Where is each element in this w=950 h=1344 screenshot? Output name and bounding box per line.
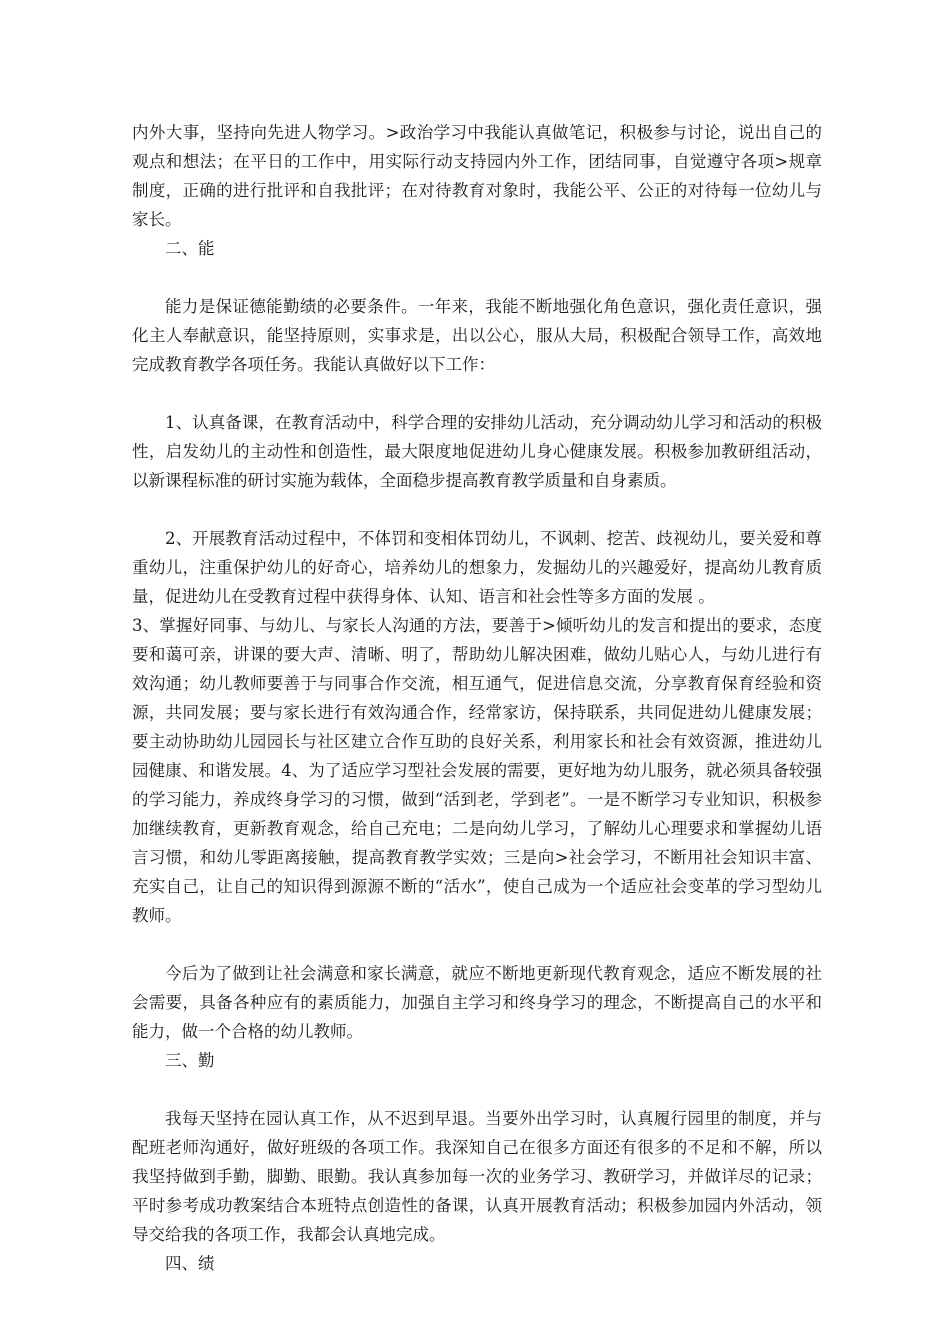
section-heading-diligence: 三、勤 <box>165 1051 215 1070</box>
intro-paragraph: 内外大事，坚持向先进人物学习。>政治学习中我能认真做笔记，积极参与讨论，说出自己的观点和想法；在平日的工作中，用实际行动支持园内外工作，团结同事，自觉遵守各项>规章制度，正确的进行批评和自我批评；在对待教育对象时，我能公平、公正的对待每一位幼儿与家长。 <box>132 123 822 229</box>
section-heading-ability: 二、能 <box>165 239 215 258</box>
diligence-paragraph: 我每天坚持在园认真工作，从不迟到早退。当要外出学习时，认真履行园里的制度，并与配班老师沟通好，做好班级的各项工作。我深知自己在很多方面还有很多的不足和不解，所以我坚持做到手勤，脚勤、眼勤。我认真参加每一次的业务学习、教研学习，并做详尽的记录；平时参考成功教案结合本班特点创造性的备课，认真开展教育活动；积极参加园内外活动，领导交给我的各项工作，我都会认真地完成。 <box>132 1109 822 1244</box>
item-3-paragraph: 3、掌握好同事、与幼儿、与家长人沟通的方法，要善于>倾听幼儿的发言和提出的要求，态度要和蔼可亲，讲课的要大声、清晰、明了，帮助幼儿解决困难，做幼儿贴心人，与幼儿进行有效沟通；幼儿教师要善于与同事合作交流，相互通气，促进信息交流，分享教育保育经验和资源，共同发展；要与家长进行有效沟通合作，经常家访，保持联系，共同促进幼儿健康发展；要主动协助幼儿园园长与社区建立合作互助的良好关系，利用家长和社会有效资源，推进幼儿园健康、和谐发展。4、为了适应学习型社会发展的需要，更好地为幼儿服务，就必须具备较强的学习能力，养成终身学习的习惯，做到“活到老，学到老”。一是不断学习专业知识，积极参加继续教育，更新教育观念，给自己充电；二是向幼儿学习，了解幼儿心理要求和掌握幼儿语言习惯，和幼儿零距离接触，提高教育教学实效；三是向>社会学习，不断用社会知识丰富、充实自己，让自己的知识得到源源不断的“活水”，使自己成为一个适应社会变革的学习型幼儿教师。 <box>132 616 822 925</box>
section-heading-achievement: 四、绩 <box>165 1254 215 1273</box>
document-body <box>132 118 822 1278</box>
item-1-paragraph: 1、认真备课，在教育活动中，科学合理的安排幼儿活动，充分调动幼儿学习和活动的积极性，启发幼儿的主动性和创造性，最大限度地促进幼儿身心健康发展。积极参加教研组活动，以新课程标准的研讨实施为载体，全面稳步提高教育教学质量和自身素质。 <box>132 413 822 490</box>
future-paragraph: 今后为了做到让社会满意和家长满意，就应不断地更新现代教育观念，适应不断发展的社会需要，具备各种应有的素质能力，加强自主学习和终身学习的理念，不断提高自己的水平和能力，做一个合格的幼儿教师。 <box>132 964 822 1041</box>
item-2-paragraph: 2、开展教育活动过程中，不体罚和变相体罚幼儿，不讽刺、挖苦、歧视幼儿，要关爱和尊重幼儿，注重保护幼儿的好奇心，培养幼儿的想象力，发掘幼儿的兴趣爱好，提高幼儿教育质量，促进幼儿在受教育过程中获得身体、认知、语言和社会性等多方面的发展 。 <box>132 529 822 606</box>
ability-paragraph: 能力是保证德能勤绩的必要条件。一年来，我能不断地强化角色意识，强化责任意识，强化主人奉献意识，能坚持原则，实事求是，出以公心，服从大局，积极配合领导工作，高效地完成教育教学各项任务。我能认真做好以下工作： <box>132 297 822 374</box>
